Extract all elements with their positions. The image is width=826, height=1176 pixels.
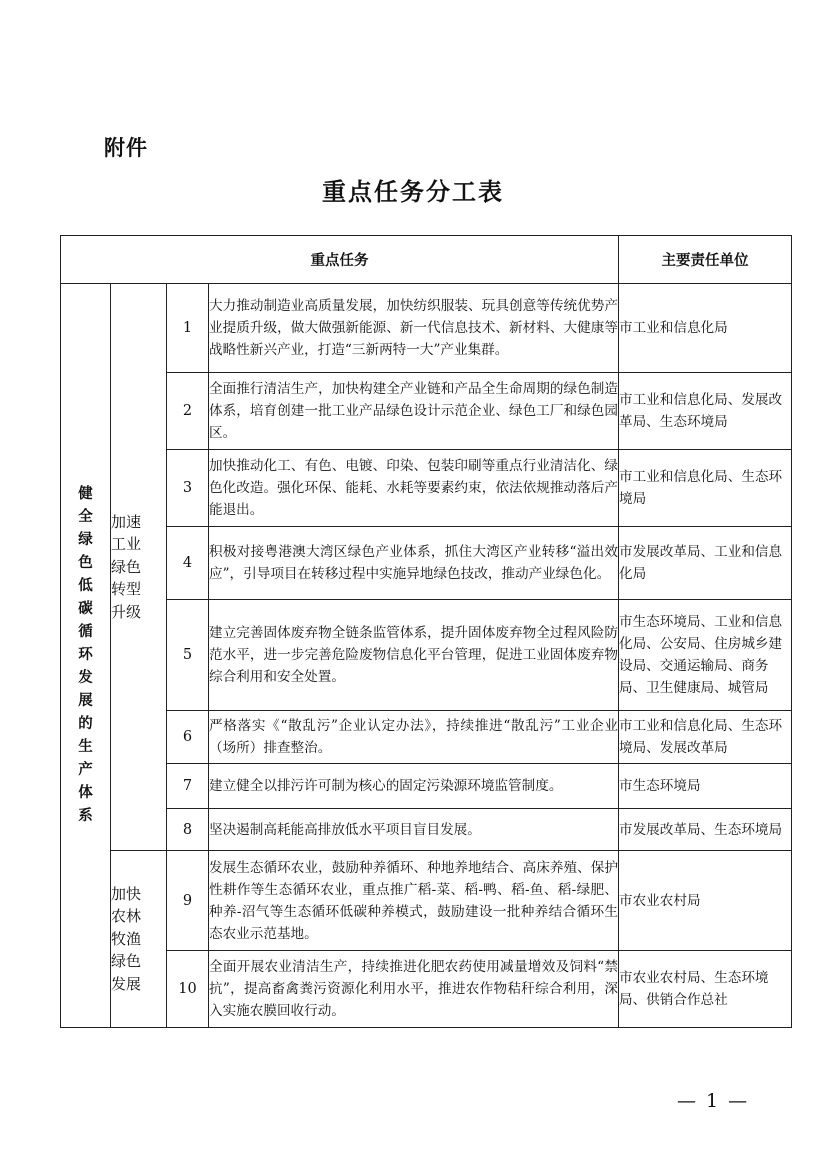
task-text: 全面开展农业清洁生产，持续推进化肥农药使用减量增效及饲料“禁抗”，提高畜禽粪污资源化利用水平，推进农作物秸秆综合利用，深入实施农膜回收行动。: [209, 951, 619, 1028]
unit-text: 市发展改革局、工业和信息化局: [619, 527, 792, 600]
table-header-row: [61, 236, 792, 284]
row-number: 8: [167, 809, 209, 851]
system-label: 健全绿色低碳循环发展的生产体系: [78, 486, 93, 824]
group-label: 加快农林牧渔绿色发展: [111, 884, 142, 993]
table-row: [61, 851, 792, 951]
group-cell-industry: [111, 284, 167, 851]
task-text: 积极对接粤港澳大湾区绿色产业体系，抓住大湾区产业转移“溢出效应”，引导项目在转移过程中实施异地绿色技改，推动产业绿色化。: [209, 527, 619, 600]
table-row: [61, 284, 792, 373]
header-responsible-unit: 主要责任单位: [619, 236, 792, 284]
task-text: 全面推行清洁生产，加快构建全产业链和产品全生命周期的绿色制造体系，培育创建一批工业产品绿色设计示范企业、绿色工厂和绿色园区。: [209, 373, 619, 450]
unit-text: 市发展改革局、生态环境局: [619, 809, 792, 851]
group-label: 加速工业绿色转型升级: [111, 512, 142, 621]
row-number: 9: [167, 851, 209, 951]
row-number: 4: [167, 527, 209, 600]
table-row: [61, 527, 792, 600]
task-text: 坚决遏制高耗能高排放低水平项目盲目发展。: [209, 809, 619, 851]
task-text: 加快推动化工、有色、电镀、印染、包装印刷等重点行业清洁化、绿色化改造。强化环保、能耗、水耗等要素约束，依法依规推动落后产能退出。: [209, 450, 619, 527]
table-row: [61, 764, 792, 809]
row-number: 3: [167, 450, 209, 527]
unit-text: 市工业和信息化局: [619, 284, 792, 373]
row-number: 6: [167, 711, 209, 764]
unit-text: 市工业和信息化局、生态环境局、发展改革局: [619, 711, 792, 764]
system-cell: [61, 284, 111, 1028]
row-number: 5: [167, 600, 209, 711]
task-text: 建立完善固体废弃物全链条监管体系，提升固体废弃物全过程风险防范水平，进一步完善危险废物信息化平台管理，促进工业固体废弃物综合利用和安全处置。: [209, 600, 619, 711]
unit-text: 市工业和信息化局、发展改革局、生态环境局: [619, 373, 792, 450]
header-key-task: 重点任务: [61, 236, 619, 284]
document-title: 重点任务分工表: [322, 178, 504, 206]
row-number: 7: [167, 764, 209, 809]
task-text: 建立健全以排污许可制为核心的固定污染源环境监管制度。: [209, 764, 619, 809]
attachment-label: 附件: [104, 136, 148, 160]
table-row: [61, 711, 792, 764]
page-number: — 1 —: [677, 1090, 750, 1112]
table-row: [61, 373, 792, 450]
task-text: 严格落实《“散乱污”企业认定办法》，持续推进“散乱污”工业企业（场所）排查整治。: [209, 711, 619, 764]
group-cell-agriculture: [111, 851, 167, 1028]
row-number: 2: [167, 373, 209, 450]
unit-text: 市农业农村局: [619, 851, 792, 951]
table-row: [61, 951, 792, 1028]
row-number: 1: [167, 284, 209, 373]
unit-text: 市生态环境局、工业和信息化局、公安局、住房城乡建设局、交通运输局、商务局、卫生健康局、城管局: [619, 600, 792, 711]
unit-text: 市生态环境局: [619, 764, 792, 809]
task-table: [60, 235, 792, 1028]
row-number: 10: [167, 951, 209, 1028]
unit-text: 市农业农村局、生态环境局、供销合作总社: [619, 951, 792, 1028]
task-text: 发展生态循环农业，鼓励种养循环、种地养地结合、高床养殖、保护性耕作等生态循环农业，重点推广稻-菜、稻-鸭、稻-鱼、稻-绿肥、种养-沼气等生态循环低碳种养模式，鼓励建设一批种养结合循环生态农业示范基地。: [209, 851, 619, 951]
task-text: 大力推动制造业高质量发展，加快纺织服装、玩具创意等传统优势产业提质升级，做大做强新能源、新一代信息技术、新材料、大健康等战略性新兴产业，打造“三新两特一大”产业集群。: [209, 284, 619, 373]
table-row: [61, 809, 792, 851]
unit-text: 市工业和信息化局、生态环境局: [619, 450, 792, 527]
table-row: [61, 450, 792, 527]
table-row: [61, 600, 792, 711]
